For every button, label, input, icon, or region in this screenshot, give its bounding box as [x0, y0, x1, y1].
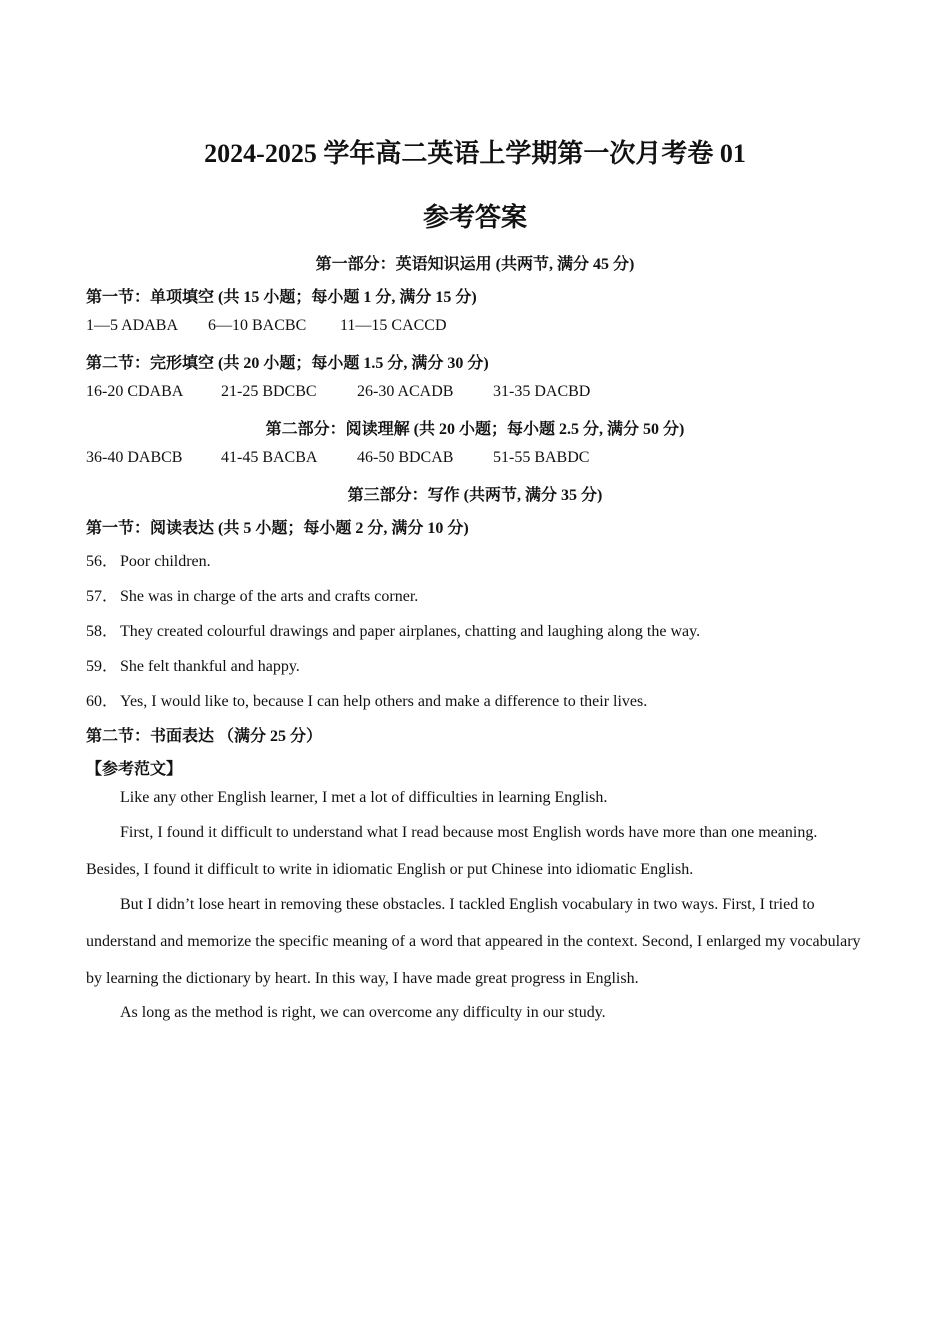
answer-group: 46-50 BDCAB [357, 449, 454, 466]
reading-answer-item [86, 653, 300, 676]
essay-paragraph: As long as the method is right, we can overcome any difficulty in our study. [120, 1004, 606, 1021]
answer-text: Yes, I would like to, because I can help others and make a difference to their lives. [120, 693, 648, 710]
question-number: 58． [86, 623, 119, 640]
answer-group: 16-20 CDABA [86, 383, 184, 400]
answer-text: They created colourful drawings and paper airplanes, chatting and laughing along the way. [120, 623, 701, 640]
question-number: 57． [86, 588, 119, 605]
part2-answers [86, 449, 589, 467]
question-number: 59． [86, 658, 119, 675]
answer-group: 31-35 DACBD [493, 383, 591, 400]
reading-answer-item [86, 688, 647, 711]
question-number: 56． [86, 553, 119, 570]
part3-section2-heading: 第二节：书面表达 （满分 25 分） [86, 728, 323, 745]
part1-section2-answers [86, 383, 590, 401]
document-subtitle: 参考答案 [422, 203, 527, 232]
essay-paragraph: But I didn’t lose heart in removing these obstacles. I tackled English vocabulary in two ways. First, I tried to understand and memorize the specific meaning of a word that appeared in the context. Second, I enlarged my vocabulary by learning the dictionary by heart. In this way, I have made great progress in English. [86, 896, 861, 987]
answer-text: She felt thankful and happy. [120, 658, 300, 675]
part3-heading: 第三部分：写作 (共两节, 满分 35 分) [347, 487, 603, 504]
answer-text: Poor children. [120, 553, 211, 570]
answer-group: 21-25 BDCBC [221, 383, 317, 400]
part1-section2-heading: 第二节：完形填空 (共 20 小题；每小题 1.5 分, 满分 30 分) [86, 355, 489, 372]
part1-heading: 第一部分：英语知识运用 (共两节, 满分 45 分) [315, 256, 635, 273]
reading-answer-item [86, 583, 418, 606]
reading-answer-item [86, 618, 700, 641]
part3-section1-heading: 第一节：阅读表达 (共 5 小题；每小题 2 分, 满分 10 分) [86, 520, 469, 537]
answer-group: 11—15 CACCD [340, 317, 447, 334]
answer-group: 41-45 BACBA [221, 449, 318, 466]
answer-group: 6—10 BACBC [208, 317, 307, 334]
part1-section1-heading: 第一节：单项填空 (共 15 小题；每小题 1 分, 满分 15 分) [86, 289, 477, 306]
answer-group: 1—5 ADABA [86, 317, 179, 334]
answer-group: 51-55 BABDC [493, 449, 590, 466]
sample-essay-label: 【参考范文】 [86, 761, 183, 778]
reading-answer-item [86, 548, 211, 571]
answer-group: 26-30 ACADB [357, 383, 454, 400]
essay-paragraph: Like any other English learner, I met a lot of difficulties in learning English. [120, 789, 608, 806]
part1-section1-answers [86, 317, 447, 335]
answer-text: She was in charge of the arts and crafts corner. [120, 588, 419, 605]
essay-paragraph: First, I found it difficult to understand what I read because most English words have more than one meaning. Besides, I found it difficult to write in idiomatic English or put Chinese into idiomatic English. [86, 824, 818, 878]
document-title: 2024-2025 学年高二英语上学期第一次月考卷 01 [204, 139, 746, 168]
answer-group: 36-40 DABCB [86, 449, 183, 466]
question-number: 60． [86, 693, 119, 710]
part2-heading: 第二部分：阅读理解 (共 20 小题；每小题 2.5 分, 满分 50 分) [265, 421, 685, 438]
